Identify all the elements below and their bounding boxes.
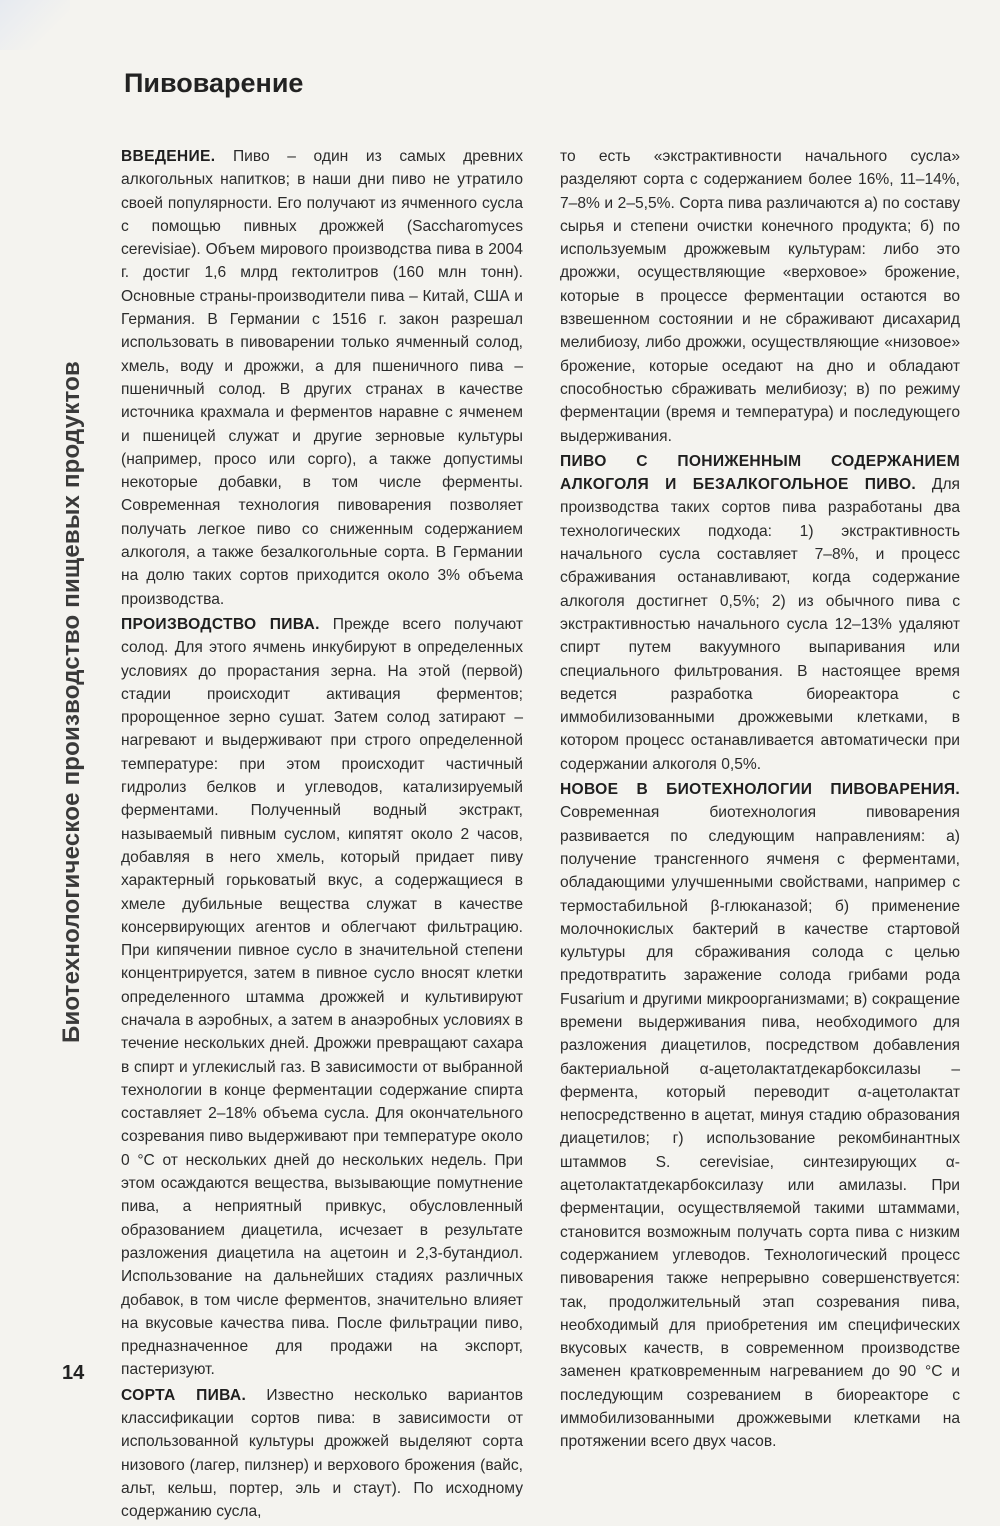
low-alcohol-paragraph bbox=[560, 450, 960, 776]
varieties-continued bbox=[560, 145, 960, 448]
production-text: Прежде всего получают солод. Для этого ячмень инкубируют в определенных условиях до прорастания зерна. На этой (первой) стадии происходит активация ферментов; пророщенное зерно сушат. Затем солод затирают – нагревают и выдерживают при строго определенной температуре: при этом происходит частичный гидролиз белков и углеводов, катализируемый ферментами. Полученный водный экстракт, называемый пивным суслом, кипятят около 2 часов, добавляя в него хмель, который придает пиву характерный горьковатый вкус, а содержащиеся в хмеле дубильные вещества служат в качестве консервирующих агентов и облегчают фильтрацию. При кипячении пивное сусло в значительной степени концентрируется, затем в пивное сусло вносят клетки определенного штамма дрожжей и культивируют сначала в аэробных, а затем в анаэробных условиях в течение нескольких дней. Дрожжи превращают сахара в спирт и углекислый газ. В зависимости от выбранной технологии в конце ферментации содержание спирта составляет 2–18% объема сусла. Для окончательного созревания пиво выдерживают при температуре около 0 °С от нескольких дней до нескольких недель. При этом осаждаются вещества, вызывающие помутнение пива, а неприятный привкус, обусловленный образованием диацетила, исчезает в результате разложения диацетила на ацетоин и 2,3-бутандиол. Использование на дальнейших стадиях различных добавок, в том числе ферментов, значительно влияет на вкусовые качества пива. После фильтрации пиво, предназначенное для продажи на экспорт, пастеризуют. bbox=[121, 615, 523, 1379]
left-column bbox=[121, 145, 523, 1526]
intro-heading: ВВЕДЕНИЕ. bbox=[121, 148, 216, 165]
varieties-text-right: то есть «экстрактивности начального сусла» разделяют сорта с содержанием более 16%, 11–14%, 7–8% и 2–5,5%. Сорта пива различаются а) по составу сырья и степени очистки конечного продукта; б) по используемым дрожжевым культурам: либо это дрожжи, осуществляющие «верховое» брожение, которые в процессе ферментации остаются во взвешенном состоянии и не сбраживают дисахарид мелибиозу, либо дрожжи, осуществляющие «низовое» брожение, которые оседают на дно и обладают способностью сбраживать мелибиозу; в) по режиму ферментации (время и температура) и последующего выдерживания. bbox=[560, 148, 960, 445]
varieties-heading: СОРТА ПИВА. bbox=[121, 1386, 247, 1404]
running-head-text: Биотехнологическое производство пищевых продуктов bbox=[58, 361, 85, 1043]
intro-paragraph bbox=[121, 145, 523, 611]
low-alcohol-heading: ПИВО С ПОНИЖЕННЫМ СОДЕРЖАНИЕМ АЛКОГОЛЯ И БЕЗАЛКОГОЛЬНОЕ ПИВО. bbox=[560, 452, 960, 494]
page-number: 14 bbox=[62, 1362, 85, 1384]
right-column bbox=[560, 145, 960, 1456]
production-paragraph bbox=[121, 613, 523, 1382]
intro-text: Пиво – один из самых древних алкогольных напитков; в наши дни пиво не утратило своей популярности. Его получают из ячменного сусла с помощью пивных дрожжей (Saccharomyces cerevisiae). Объем мирового производства пива в 2004 г. достиг 1,6 млрд гектолитров (160 млн тонн). Основные страны-производители пива – Китай, США и Германия. В Германии с 1516 г. закон разрешал использовать в пивоварении только ячменный солод, хмель, воду и дрожжи, а для пшеничного пива – пшеничный солод. В других странах в качестве источника крахмала и ферментов наравне с ячменем и пшеницей служат и другие зерновые культуры (например, просо или сорго), а также допустимы некоторые добавки, в том числе ферменты. Современная технология пивоварения позволяет получать легкое пиво со сниженным содержанием алкоголя, а также безалкогольные сорта. В Германии на долю таких сортов приходится около 3% объема производства. bbox=[121, 148, 523, 608]
corner-mark bbox=[0, 0, 70, 50]
page-title: Пивоварение bbox=[124, 68, 304, 98]
new-biotech-text: Современная биотехнология пивоварения развивается по следующим направлениям: а) получение трансгенного ячменя с ферментами, обладающими улучшенными свойствами, например с термостабильной β-глюканазой; б) применение молочнокислых бактерий в качестве стартовой культуры для сбраживания солода с целью предотвратить заражение солода грибами рода Fusarium и другими микроорганизмами; в) сокращение времени выдерживания пива, необходимого для разложения диацетилов, посредством добавления бактериальной α-ацетолактатдекарбоксилазы – фермента, который переводит α-ацетолактат непосредственно в ацетат, минуя стадию образования диацетилов; г) использование рекомбинантных штаммов S. cerevisiae, синтезирующих α-ацетолактатдекарбоксилазу или амилазы. При ферментации, осуществляемой такими штаммами, становится возможным получать сорта пива с низким содержанием углеводов. Технологический процесс пивоварения также непрерывно совершенствуется: так, продолжительный этап созревания пива, необходимый для приобретения им специфических вкусовых качеств, в современном производстве заменен кратковременным нагреванием до 90 °С и последующим созреванием в биореакторе с иммобилизованными дрожжевыми клетками на протяжении всего двух часов. bbox=[560, 804, 960, 1451]
new-biotech-paragraph bbox=[560, 778, 960, 1454]
varieties-paragraph bbox=[121, 1384, 523, 1524]
new-biotech-heading: НОВОЕ В БИОТЕХНОЛОГИИ ПИВОВАРЕНИЯ. bbox=[560, 781, 960, 799]
production-heading: ПРОИЗВОДСТВО ПИВА. bbox=[121, 615, 320, 633]
low-alcohol-text: Для производства таких сортов пива разработаны два технологических подхода: 1) экстрактивность начального сусла составляет 7–8%, и процесс сбраживания останавливают, когда содержание алкоголя достигнет 0,5%; 2) из обычного пива с экстрактивностью начального сусла 12–13% удаляют спирт путем вакуумного выпаривания или специального фильтрования. В настоящее время ведется разработка биореактора с иммобилизованными дрожжевыми клетками, в котором процесс останавливается автоматически при содержании алкоголя 0,5%. bbox=[560, 476, 960, 773]
varieties-text-left: Известно несколько вариантов классификации сортов пива: в зависимости от использованной культуры дрожжей выделяют сорта низового (лагер, пилзнер) и верхового брожения (вайс, альт, кельш, портер, эль и стаут). По исходному содержанию сусла, bbox=[121, 1386, 523, 1521]
